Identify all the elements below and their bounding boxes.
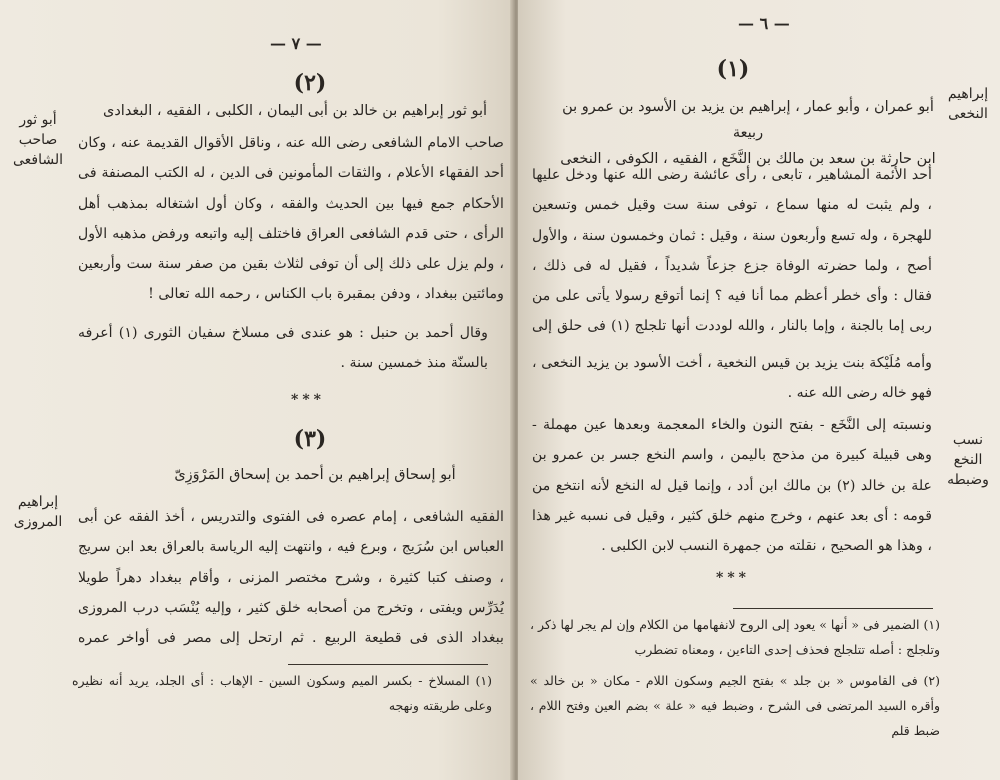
entry-title: أبو عمران ، وأبو عمار ، إبراهيم بن يزيد بن الأسود بن عمرو بن ربيعة ابن حارثة بن سعد بن مالك بن النَّخَع ، الفقيه ، الكوفى ، النخعى: [560, 99, 936, 167]
section-separator: ***: [716, 570, 750, 586]
entry-title: أبو إسحاق إبراهيم بن أحمد بن إسحاق المَرْوَزِىّ: [174, 467, 456, 483]
margin-note: أبو ثور صاحب الشافعى: [12, 112, 64, 168]
entry-title: أبو ثور إبراهيم بن خالد بن أبى اليمان ، الكلبى ، الفقيه ، البغدادى: [102, 103, 488, 119]
section-separator: ***: [291, 392, 325, 408]
margin-note: نسب النخع وضبطه: [947, 432, 989, 488]
entry-body-quote: وقال أحمد بن حنبل : هو عندى فى مسلاخ سفيان الثورى (١) أعرفه بالسنّة منذ خمسين سنة .: [78, 325, 489, 372]
margin-note: إبراهيم المروزى: [13, 494, 63, 530]
entry-body: وأمه مُلَيْكة بنت يزيد بن قيس النخعية ، أخت الأسود بن يزيد النخعى ، فهو خاله رضى الله عنه .: [532, 355, 932, 402]
entry-body: ونسبته إلى النَّخَع - بفتح النون والخاء المعجمة وبعدها عين مهملة - وهى قبيلة كبيرة من مذحج باليمن ، واسم النخع جسر بن عمرو بن علة بن خالد (٢) بن مالك ابن أدد ، وإنما قيل له النخع لأنه انتخع من قومه : أى بعد عنهم ، وخرج منهم خلق كثير ، وقيل فى نسبه غير هذا ، وهذا هو الصحيح ، نقلته من جمهرة النسب لابن الكلبى .: [532, 417, 932, 555]
entry-body: أحد الأئمة المشاهير ، تابعى ، رأى عائشة رضى الله عنها ودخل عليها ، ولم يثبت له منها سماع ، توفى سنة ست وقيل خمس وتسعين للهجرة ، وله تسع وأربعون سنة ، وقيل : ثمان وخمسون سنة ، والأول أصح ، ولما حضرته الوفاة جزع جزعاً شديداً ، فقيل له فى ذلك ، فقال : وأى خطر أعظم مما أنا فيه ؟ إنما أتوقع رسولا يأتى على من ربى إما بالجنة ، وإما بالنار ، والله لوددت أنها تلجلج (١) فى حلق إلى: [532, 167, 932, 335]
footnote: (٢) فى القاموس « بن جلد » بفتح الجيم وسكون اللام - مكان « بن خالد » وأقره السيد المرتضى فى الشرح ، وضبط فيه « علة » بضم العين وفتح اللام ، ضبط قلم: [530, 673, 940, 738]
entry-body: الفقيه الشافعى ، إمام عصره فى الفتوى والتدريس ، أخذ الفقه عن أبى العباس ابن سُرَيج ، وبرع فيه ، وانتهت إليه الرياسة بالعراق بعد ابن سريج ، وصنف كتبا كثيرة ، وشرح مختصر المزنى ، وأقام ببغداد دهراً طويلا يُدَرِّس ويفتى ، وتخرج من أصحابه خلق كثير ، وإليه يُنْسَب درب المروزى ببغداد الذى فى قطيعة الربيع . ثم ارتحل إلى مصر فى أواخر عمره: [78, 509, 504, 647]
footnote-rule: [288, 664, 488, 665]
footnote: (١) المسلاخ - بكسر الميم وسكون السين - الإهاب : أى الجلد، يريد أنه نظيره وعلى طريقته ونهجه: [72, 673, 492, 713]
footnote: (١) الضمير فى « أنها » يعود إلى الروح لانفهامها من الكلام وإن لم يجر لها ذكر ، وتلجلج : أصله تتلجلج فحذف إحدى التاءين ، ومعناه تضطرب: [530, 617, 940, 657]
right-page: [518, 0, 1000, 780]
entry-number: (١): [716, 56, 750, 82]
entry-body: صاحب الامام الشافعى رضى الله عنه ، وناقل الأقوال القديمة عنه ، وكان أحد الفقهاء الأعلام ، والثقات المأمونين فى الدين ، له الكتب المصنفة فى الأحكام جمع فيها بين الحديث والفقه ، وكان أول اشتغاله بمذهب أهل الرأى ، حتى قدم الشافعى العراق فاختلف إليه واتبعه ورفض مذهبه الأول ، ولم يزل على ذلك إلى أن توفى لثلاث بقين من صفر سنة ست وأربعين ومائتين ببغداد ، ودفن بمقبرة باب الكناس ، رحمه الله تعالى !: [78, 135, 504, 303]
entry-number: (٢): [293, 70, 327, 96]
margin-note: إبراهيم النخعى: [947, 86, 989, 122]
page-number: — ٧ —: [270, 34, 322, 53]
entry-number: (٣): [293, 426, 327, 452]
footnote-rule: [733, 608, 933, 609]
page-number: — ٦ —: [738, 14, 790, 33]
